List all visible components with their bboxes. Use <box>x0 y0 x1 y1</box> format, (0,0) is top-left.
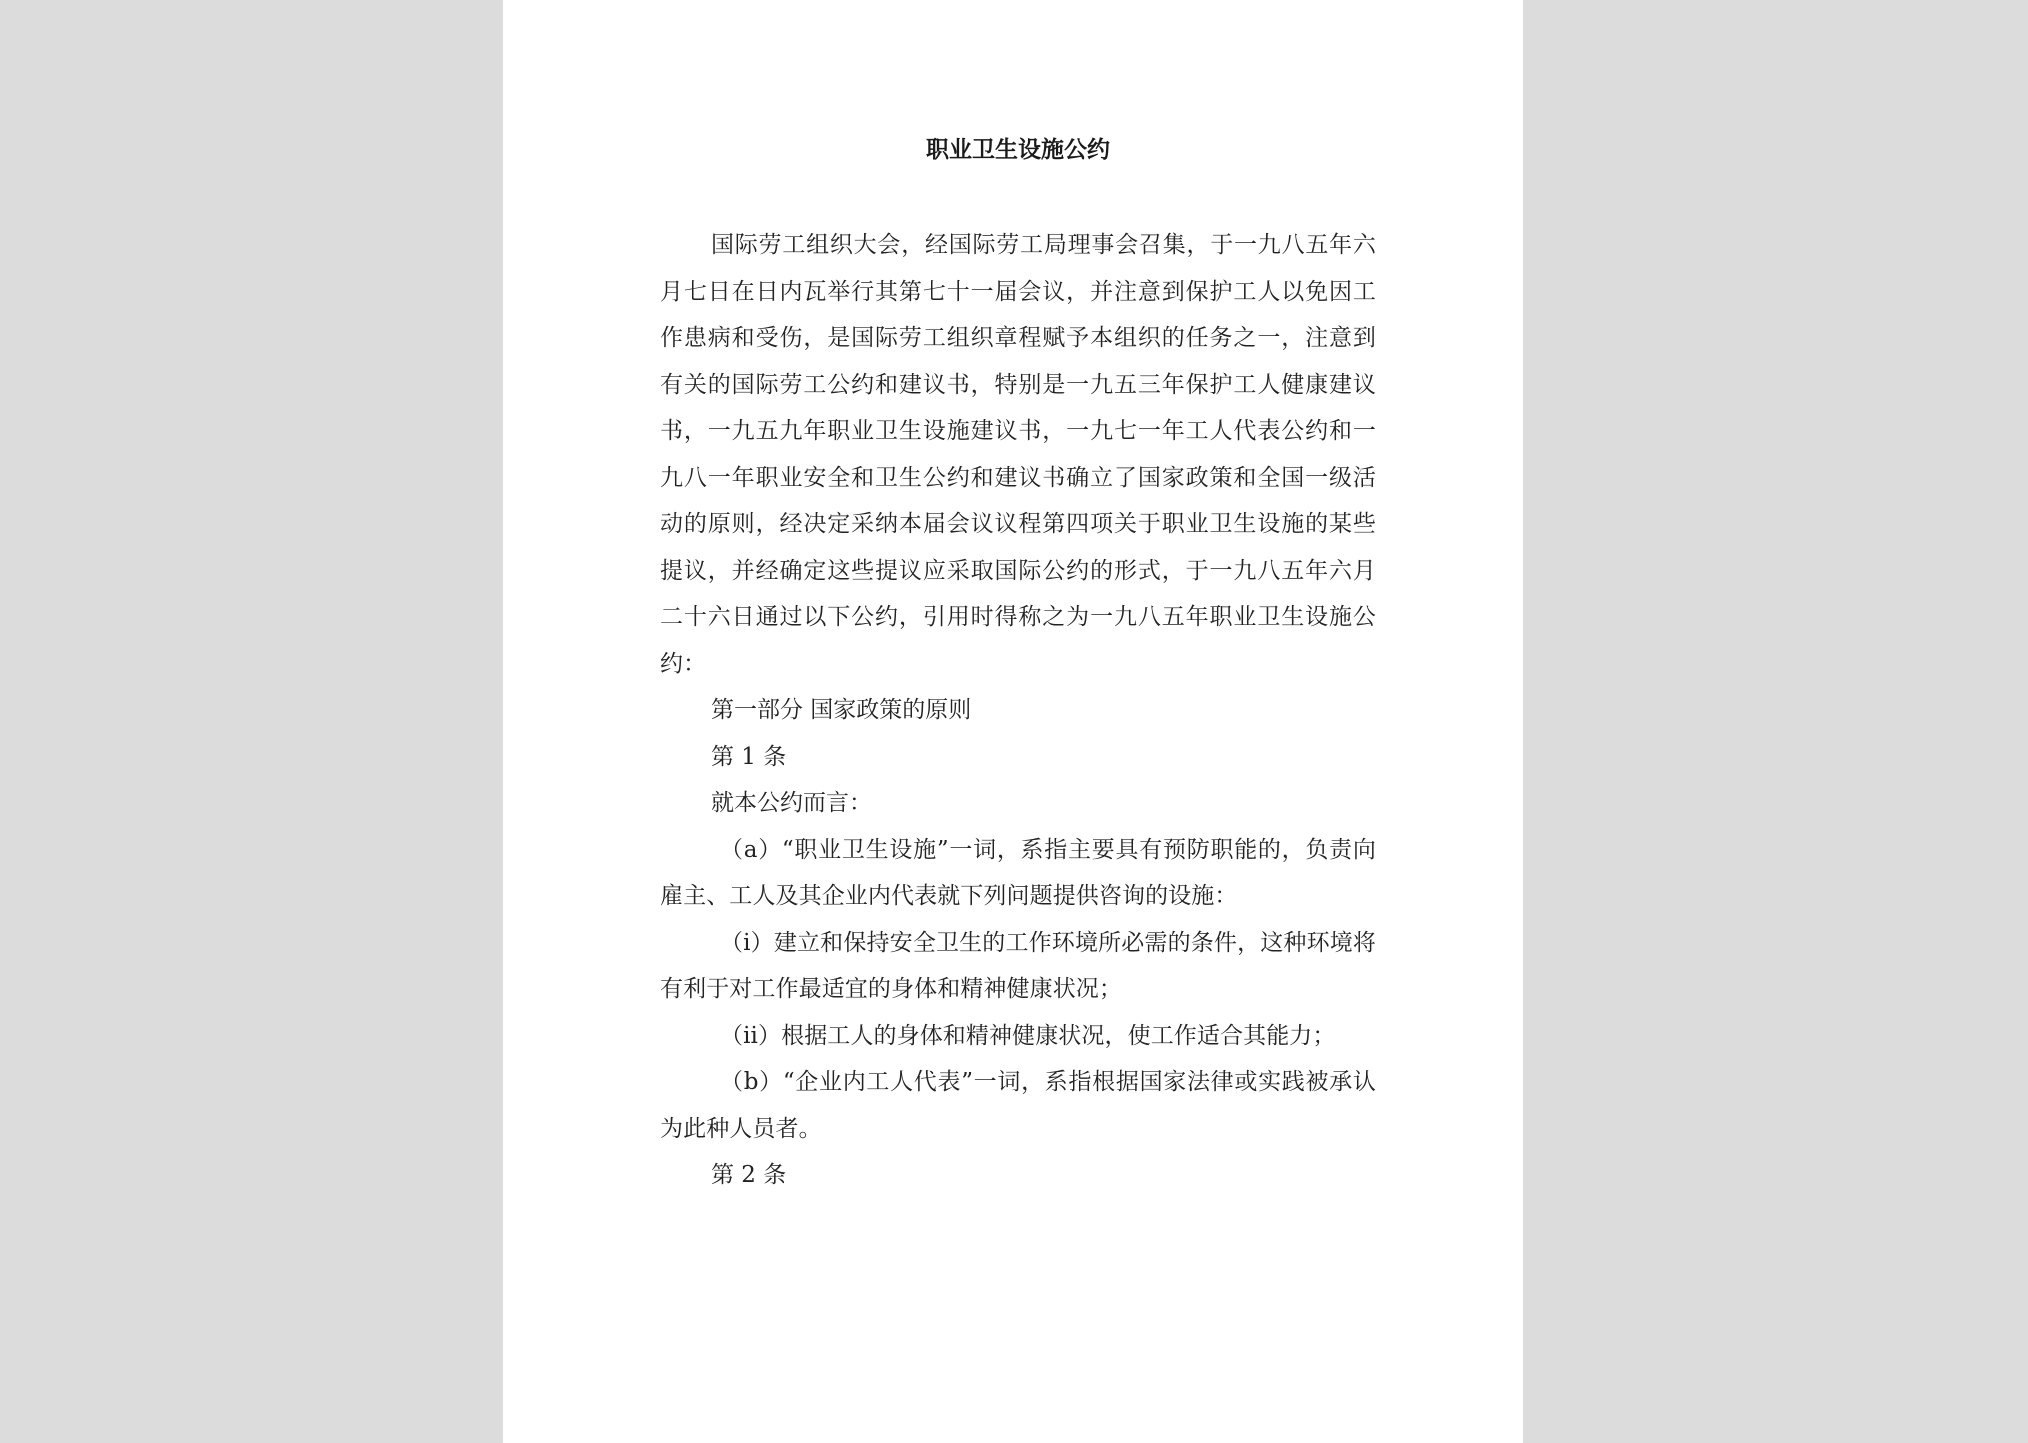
article-1-clause-a-i: （i）建立和保持安全卫生的工作环境所必需的条件，这种环境将有利于对工作最适宜的身体和精神健康状况； <box>660 929 1376 1002</box>
document-page <box>503 0 1523 1443</box>
document-title: 职业卫生设施公约 <box>926 136 1110 163</box>
preamble-paragraph: 国际劳工组织大会，经国际劳工局理事会召集，于一九八五年六月七日在日内瓦举行其第七十一届会议，并注意到保护工人以免因工作患病和受伤，是国际劳工组织章程赋予本组织的任务之一，注意到有关的国际劳工公约和建议书，特别是一九五三年保护工人健康建议书，一九五九年职业卫生设施建议书，一九七一年工人代表公约和一九八一年职业安全和卫生公约和建议书确立了国家政策和全国一级活动的原则，经决定采纳本届会议议程第四项关于职业卫生设施的某些提议，并经确定这些提议应采取国际公约的形式，于一九八五年六月二十六日通过以下公约，引用时得称之为一九八五年职业卫生设施公约： <box>660 232 1376 677</box>
part-one-heading: 第一部分 国家政策的原则 <box>711 697 972 723</box>
article-1-heading: 第 1 条 <box>711 743 787 770</box>
article-1-clause-b: （b）“企业内工人代表”一词，系指根据国家法律或实践被承认为此种人员者。 <box>660 1069 1376 1142</box>
article-1-clause-a: （a）“职业卫生设施”一词，系指主要具有预防职能的，负责向雇主、工人及其企业内代表就下列问题提供咨询的设施： <box>660 836 1376 909</box>
document-body <box>660 130 1376 1199</box>
article-1-intro: 就本公约而言： <box>711 790 872 816</box>
article-2-heading: 第 2 条 <box>711 1162 787 1188</box>
article-1-clause-a-ii: （ii）根据工人的身体和精神健康状况，使工作适合其能力； <box>720 1022 1336 1049</box>
